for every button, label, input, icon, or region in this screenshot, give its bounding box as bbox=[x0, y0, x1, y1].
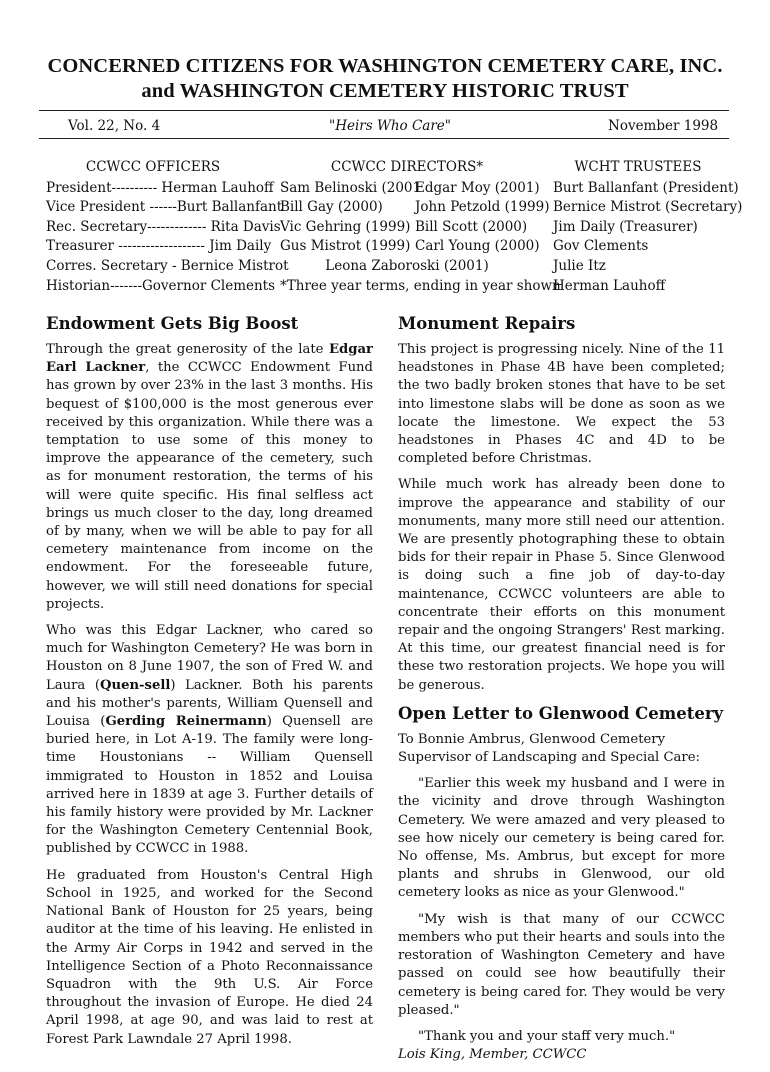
volume-number: Vol. 22, No. 4 bbox=[68, 118, 161, 134]
masthead bbox=[30, 54, 740, 104]
officers-block bbox=[46, 158, 289, 296]
issue-rule bbox=[39, 138, 729, 139]
director-name: Edgar Moy (2001) bbox=[415, 179, 540, 196]
trustee-row: Burt Ballanfant (President) bbox=[553, 179, 739, 196]
officer-row: Historian-------Governor Clements bbox=[46, 277, 276, 294]
trustee-row: Jim Daily (Treasurer) bbox=[553, 218, 698, 235]
endowment-heading: Endowment Gets Big Boost bbox=[46, 314, 299, 333]
letter-salutation: To Bonnie Ambrus, Glenwood Cemetery Supervisor of Landscaping and Special Care: bbox=[398, 731, 700, 766]
trustee-row: Gov Clements bbox=[553, 238, 649, 255]
directors-block bbox=[280, 158, 561, 296]
officer-row: President---------- Herman Lauhoff bbox=[46, 179, 274, 196]
monument-heading: Monument Repairs bbox=[398, 314, 576, 333]
letter-heading: Open Letter to Glenwood Cemetery bbox=[398, 703, 724, 723]
directors-term-note: *Three year terms, ending in year shown bbox=[280, 277, 561, 294]
monument-paragraph: This project is progressing nicely. Nine of the 11 headstones in Phase 4B have been completed; the two badly broken stones that have to be set into limestone slabs will be done as soon as we locate the limestone. We expect the 53 headstones in Phases 4C and 4D to be completed before Christmas. bbox=[398, 342, 725, 467]
director-name: Bill Scott (2000) bbox=[415, 218, 528, 235]
officers-heading: CCWCC OFFICERS bbox=[85, 159, 221, 175]
trustee-row: Herman Lauhoff bbox=[553, 277, 666, 294]
motto: "Heirs Who Care" bbox=[329, 118, 451, 134]
officer-row: Vice President ------Burt Ballanfant bbox=[46, 199, 283, 216]
director-name: John Petzold (1999) bbox=[415, 199, 550, 216]
endowment-paragraph: Who was this Edgar Lackner, who cared so much for Washington Cemetery? He was born in Houston on 8 June 1907, the son of Fred W. and Laura (Quen-sell) Lackner. Both his parents and his mother's parents, William Quensell and Louisa (Gerding Reinermann) Quensell are buried here, in Lot A-19. The family were long-time Houstonians -- William Quensell immigrated to Houston in 1852 and Louisa arrived here in 1839 at age 3. Further details of his family history were provided by Mr. Lackner for the Washington Cemetery Centennial Book, published by CCWCC in 1988. bbox=[46, 623, 373, 857]
directors-heading: CCWCC DIRECTORS* bbox=[330, 159, 484, 175]
letter-paragraph: "Earlier this week my husband and I were in the vicinity and drove through Washington Cemetery. We were amazed and very pleased to see how nicely our cemetery is being cared for. No offense, Ms. Ambrus, but except for more plants and shrubs in Glenwood, our old cemetery looks as nice as your Glenwood." bbox=[398, 776, 725, 901]
endowment-paragraph: Through the great generosity of the late Edgar Earl Lackner, the CCWCC Endowment Fund has grown by over 23% in the last 3 months. His bequest of $100,000 is the most generous ever received by this organization. While there was a temptation to use some of this money to improve the appearance of the cemetery, such as for monument restoration, the terms of his will were quite specific. His final selfless act brings us much closer to the day, long dreamed of by many, when we will be able to pay for all cemetery maintenance from income on the endowment. For the foreseeable future, however, we will still need donations for special projects. bbox=[46, 342, 373, 612]
trustees-heading: WCHT TRUSTEES bbox=[574, 159, 702, 175]
officer-row: Rec. Secretary------------- Rita Davis bbox=[46, 218, 281, 235]
letter-paragraph: "My wish is that many of our CCWCC members who put their hearts and souls into the restoration of Washington Cemetery and have passed on could see how beautifully their cemetery is being cared for. They would be very pleased." bbox=[398, 911, 725, 1018]
director-name: Vic Gehring (1999) bbox=[280, 218, 411, 235]
issue-date: November 1998 bbox=[608, 118, 719, 134]
trustee-row: Bernice Mistrot (Secretary) bbox=[553, 199, 743, 216]
left-column bbox=[46, 313, 373, 1057]
director-name: Carl Young (2000) bbox=[415, 238, 540, 255]
trustees-block bbox=[553, 158, 743, 296]
top-rule bbox=[39, 110, 729, 111]
letter-signature: Lois King, Member, CCWCC bbox=[398, 1047, 587, 1063]
masthead-line-2: and WASHINGTON CEMETERY HISTORIC TRUST bbox=[141, 80, 629, 102]
officer-row: Treasurer ------------------- Jim Daily bbox=[46, 238, 272, 255]
donor-name: Edgar Earl Lackner bbox=[46, 342, 373, 376]
endowment-paragraph: He graduated from Houston's Central High School in 1925, and worked for the Second National Bank of Houston for 25 years, being auditor at the time of his leaving. He enlisted in the Army Air Corps in 1942 and served in the Intelligence Section of a Photo Reconnaissance Squadron with the 9th U.S. Air Force throughout the invasion of Europe. He died 24 April 1998, at age 90, and was laid to rest at Forest Park Lawndale 27 April 1998. bbox=[46, 867, 373, 1047]
monument-paragraph: While much work has already been done to improve the appearance and stability of our monuments, many more still need our attention. We are presently photographing these to obtain bids for their repair in Phase 5. Since Glenwood is doing such a fine job of day-to-day maintenance, CCWCC volunteers are able to concentrate their efforts on this monument repair and the ongoing Strangers' Rest marking. At this time, our greatest financial need is for these two restoration projects. We hope you will be generous. bbox=[398, 477, 725, 693]
officer-row: Corres. Secretary - Bernice Mistrot bbox=[46, 257, 289, 274]
trustee-row: Julie Itz bbox=[553, 257, 606, 274]
director-name: Bill Gay (2000) bbox=[280, 199, 383, 216]
masthead-line-1: CONCERNED CITIZENS FOR WASHINGTON CEMETERY CARE, INC. bbox=[47, 55, 723, 77]
director-name: Sam Belinoski (2001 bbox=[280, 179, 422, 196]
director-name: Gus Mistrot (1999) bbox=[280, 238, 411, 255]
director-name: Leona Zaboroski (2001) bbox=[325, 257, 489, 274]
right-column bbox=[398, 313, 725, 1072]
letter-paragraph: "Thank you and your staff very much." bbox=[418, 1028, 676, 1044]
